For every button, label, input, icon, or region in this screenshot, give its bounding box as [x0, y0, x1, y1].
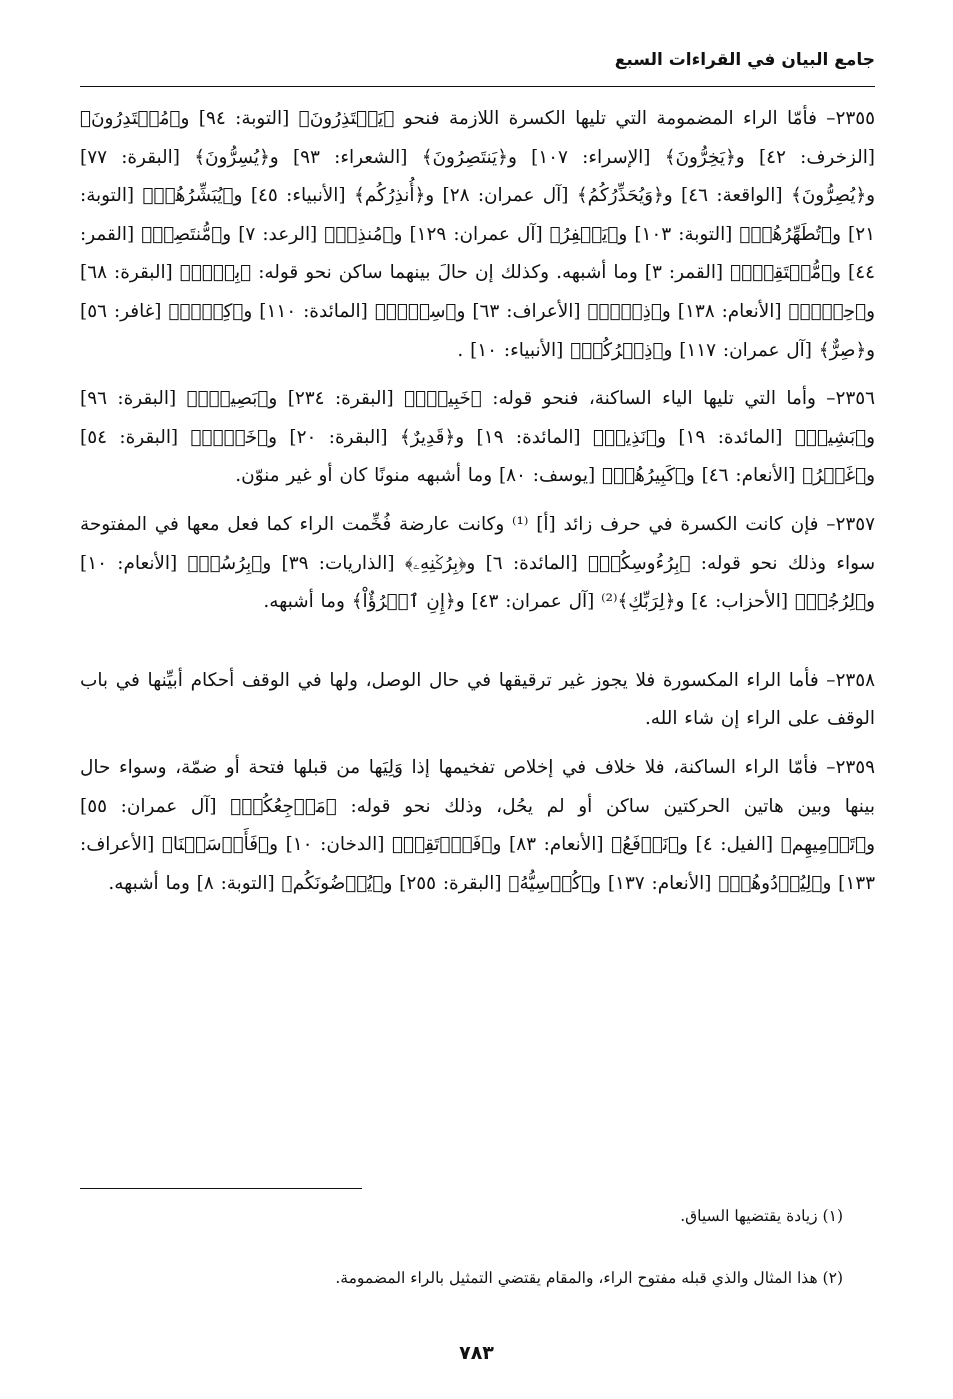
paragraph-2356: ٢٣٥٦– وأما التي تليها الياء الساكنة، فنحو قوله: ﴿خَبِيرُۢ﴾ [البقرة: ٢٣٤] و﴿بَصِيرُۢ﴾ [البقرة: ٩٦] و﴿بَشِيرٖ﴾ [المائدة: ١٩] و﴿نَذِيرٞ﴾ [المائدة: ١٩] و﴿قَدِيرٌ﴾ [البقرة: ٢٠] و﴿خَيۡرٞ﴾ [البقرة: ٥٤] و﴿غَيۡرُ﴾ [الأنعام: ٤٦] و﴿كَبِيرُهُمۡ﴾ [يوسف: ٨٠] وما أشبهه منونًا كان أو غير منوّن.	[80, 388, 875, 487]
running-title: جامع البيان في القراءات السبع	[614, 50, 875, 70]
paragraph-2358: ٢٣٥٨– فأما الراء المكسورة فلا يجوز غير ترقيقها في حال الوصل، ولها في الوقف أحكام أبيِّنها في باب الوقف على الراء إن شاء الله.	[80, 669, 875, 730]
header-rule	[80, 86, 875, 87]
footnotes	[80, 1203, 843, 1291]
footnote-2: (٢) هذا المثال والذي قبله مفتوح الراء، والمقام يقتضي التمثيل بالراء المضمومة.	[335, 1269, 843, 1287]
paragraph-2357: ٢٣٥٧– فإن كانت الكسرة في حرف زائد [أ] ⁽¹⁾ وكانت عارضة فُخِّمت الراء كما فعل معها في المفتوحة سواء وذلك نحو قوله: ﴿بِرُءُوسِكُمۡ﴾ [المائدة: ٦] و﴿بِرُكۡنِهِۦ﴾ [الذاريات: ٣٩] و﴿بِرُسُلٖ﴾ [الأنعام: ١٠] و﴿لِرُجُلٖ﴾ [الأحزاب: ٤] و﴿لِرَبِّكِ﴾⁽²⁾ [آل عمران: ٤٣] و﴿إِنِ ٱمۡرُؤٌاْ﴾ وما أشبهه.	[80, 513, 875, 613]
footnote-1: (١) زيادة يقتضيها السياق.	[680, 1207, 843, 1225]
page-number: ٧٨٣	[459, 1342, 494, 1364]
paragraph-2359: ٢٣٥٩– فأمّا الراء الساكنة، فلا خلاف في إخلاص تفخيمها إذا وَلِيَها من قبلها فتحة أو ضمّة، وسواء حال بينها وبين هاتين الحركتين ساكن أو لم يحُل، وذلك نحو قوله: ﴿مَرۡجِعُكُمۡ﴾ [آل عمران: ٥٥] و﴿تَرۡمِيهِم﴾ [الفيل: ٤] و﴿نَرۡفَعُ﴾ [الأنعام: ٨٣] و﴿فَٱرۡتَقِبۡ﴾ [الدخان: ١٠] و﴿فَأَرۡسَلۡنَا﴾ [الأعراف: ١٣٣] و﴿لِيُرۡدُوهُمۡ﴾ [الأنعام: ١٣٧] و﴿كُرۡسِيُّهُ﴾ [البقرة: ٢٥٥] و﴿يُرۡضُونَكُم﴾ [التوبة: ٨] وما أشبهه.	[80, 756, 876, 894]
footnote-rule	[80, 1188, 362, 1189]
paragraph-2355: ٢٣٥٥– فأمّا الراء المضمومة التي تليها الكسرة اللازمة فنحو ﴿يَعۡتَذِرُونَ﴾ [التوبة: ٩٤] و﴿مُقۡتَدِرُونَ﴾ [الزخرف: ٤٢] و﴿يَخِرُّونَ﴾ [الإسراء: ١٠٧] و﴿يَنتَصِرُونَ﴾ [الشعراء: ٩٣] و﴿يُسِرُّونَ﴾ [البقرة: ٧٧] و﴿يُصِرُّونَ﴾ [الواقعة: ٤٦] و﴿وَيُحَذِّرُكُمُ﴾ [آل عمران: ٢٨] و﴿أُنذِرُكُم﴾ [الأنبياء: ٤٥] و﴿يُبَشِّرُهُمۡ﴾ [التوبة: ٢١] و﴿تُطَهِّرُهُمۡ﴾ [التوبة: ١٠٣] و﴿يَغۡفِرُ﴾ [آل عمران: ١٢٩] و﴿مُنذِرٞ﴾ [الرعد: ٧] و﴿مُّنتَصِرٞ﴾ [القمر: ٤٤] و﴿مُّسۡتَقِرّٞ﴾ [القمر: ٣] وما أشبهه. وكذلك إن حالَ بينهما ساكن نحو قوله: ﴿بِكۡرٞ﴾ [البقرة: ٦٨] و﴿حِجۡرٞ﴾ [الأنعام: ١٣٨] و﴿ذِكۡرٞ﴾ [الأعراف: ٦٣] و﴿سِحۡرٞ﴾ [المائدة: ١١٠] و﴿كِبۡرٞ﴾ [غافر: ٥٦] و﴿صِرٌّ﴾ [آل عمران: ١١٧] و﴿ذِكۡرُكُمۡ﴾ [الأنبياء: ١٠] .	[80, 108, 876, 361]
main-text	[80, 100, 875, 913]
